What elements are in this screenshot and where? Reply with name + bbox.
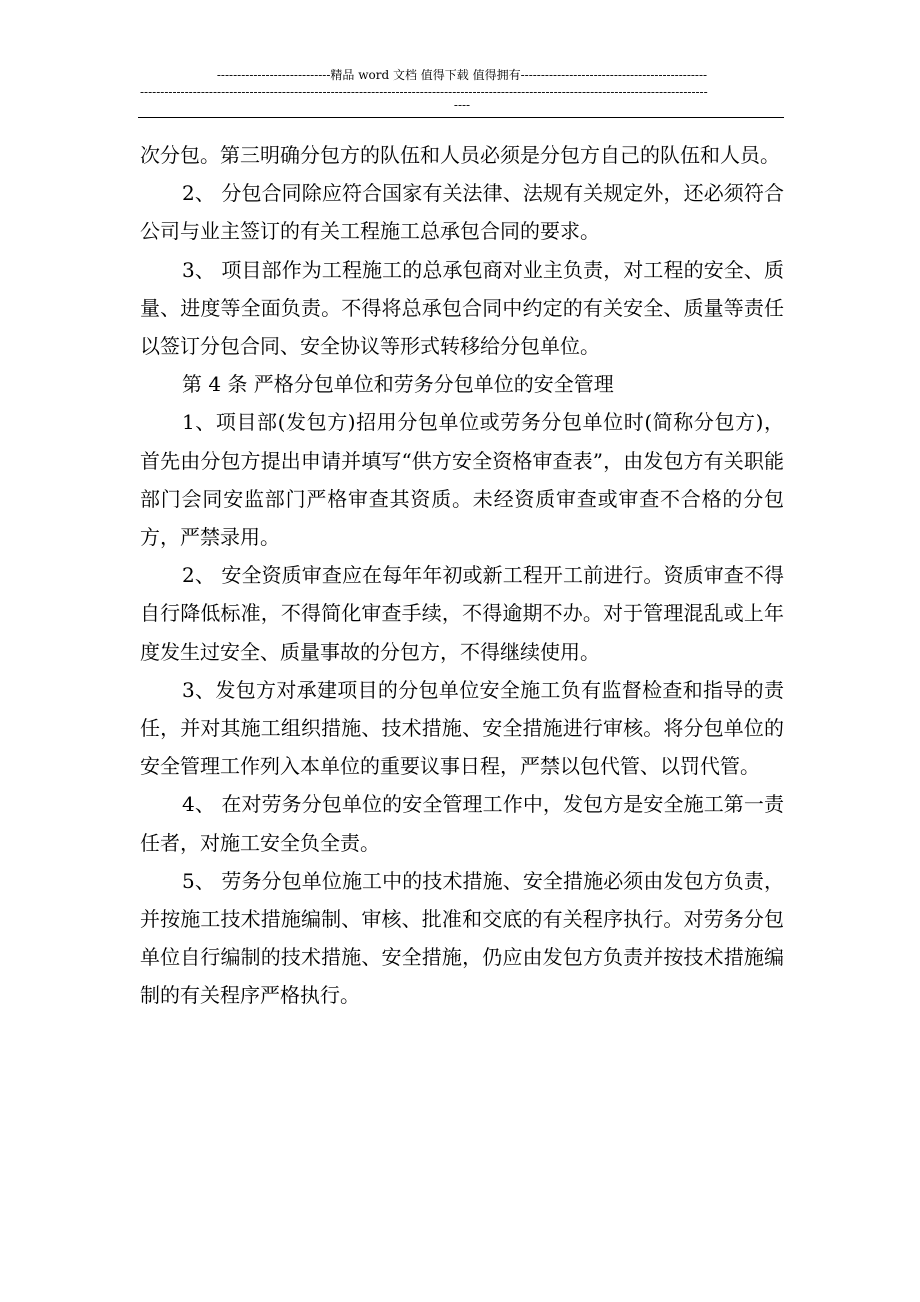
header-dash-tail: ---- xyxy=(453,98,471,112)
paragraph-item-2: 2、 分包合同除应符合国家有关法律、法规有关规定外，还必须符合公司与业主签订的有关工程施工总承包合同的要求。 xyxy=(140,181,784,244)
paragraph-continuation: 次分包。第三明确分包方的队伍和人员必须是分包方自己的队伍和人员。 xyxy=(140,143,780,167)
document-body xyxy=(140,136,784,1015)
section-heading: 第 4 条 严格分包单位和劳务分包单位的安全管理 xyxy=(182,372,614,397)
paragraph-4-2: 2、 安全资质审查应在每年年初或新工程开工前进行。资质审查不得自行降低标准，不得简化审查手续，不得逾期不办。对于管理混乱或上年度发生过安全、质量事故的分包方，不得继续使用。 xyxy=(140,563,784,664)
paragraph-4-5: 5、 劳务分包单位施工中的技术措施、安全措施必须由发包方负责，并按施工技术措施编制、审核、批准和交底的有关程序执行。对劳务分包单位自行编制的技术措施、安全措施，仍应由发包方负责并按技术措施编制的有关程序严格执行。 xyxy=(140,868,784,1008)
page-header: ----------------------------精品 word 文档 值得下载 值得拥有---------------------------------------------- xyxy=(216,68,708,82)
paragraph-4-1: 1、项目部(发包方)招用分包单位或劳务分包单位时(简称分包方)，首先由分包方提出申请并填写“供方安全资格审查表”，由发包方有关职能部门会同安监部门严格审查其资质。未经资质审查或审查不合格的分包方，严禁录用。 xyxy=(140,410,784,550)
header-dash-line: -------------------------------------------------------------------------------------------------------------------------------------------- xyxy=(140,86,708,98)
paragraph-4-3: 3、发包方对承建项目的分包单位安全施工负有监督检查和指导的责任，并对其施工组织措施、技术措施、安全措施进行审核。将分包单位的安全管理工作列入本单位的重要议事日程，严禁以包代管、以罚代管。 xyxy=(140,677,784,779)
header-rule xyxy=(138,117,784,118)
paragraph-4-4: 4、 在对劳务分包单位的安全管理工作中，发包方是安全施工第一责任者，对施工安全负全责。 xyxy=(140,792,784,855)
paragraph-item-3: 3、 项目部作为工程施工的总承包商对业主负责，对工程的安全、质量、进度等全面负责。不得将总承包合同中约定的有关安全、质量等责任以签订分包合同、安全协议等形式转移给分包单位。 xyxy=(140,257,784,359)
